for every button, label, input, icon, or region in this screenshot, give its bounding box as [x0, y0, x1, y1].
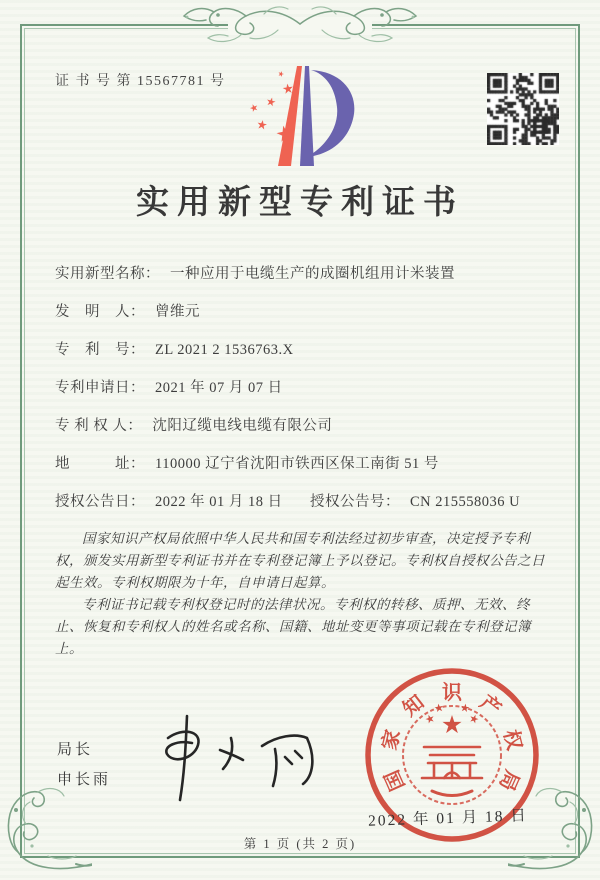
director-name: 申长雨	[57, 772, 112, 788]
seal-national-emblem	[403, 703, 501, 804]
legal-paragraph-2: 专利证书记载专利权登记时的法律状况。专利权的转移、质押、无效、终止、恢复和专利权人的姓名或名称、国籍、地址变更等事项记载在专利登记簿上。	[55, 597, 531, 656]
director-title: 局长	[57, 742, 94, 758]
field-value: 2022 年 01 月 18 日	[155, 494, 283, 510]
svg-text:产: 产	[475, 691, 505, 721]
svg-text:识: 识	[442, 682, 462, 704]
logo-blue-bowl	[307, 70, 354, 157]
field-row-inventor	[55, 300, 562, 338]
field-label: 实用新型名称：	[55, 266, 160, 282]
field-label: 授权公告日：	[55, 494, 145, 510]
logo-red-wedge	[278, 66, 302, 166]
field-value: ZL 2021 2 1536763.X	[155, 342, 294, 358]
corner-flourish-left	[2, 786, 92, 874]
field-row-grant	[55, 490, 562, 528]
field-row-patent-no	[55, 338, 562, 376]
field-label: 专 利 权 人：	[55, 418, 143, 434]
legal-text	[55, 528, 552, 660]
svg-text:权: 权	[499, 727, 526, 753]
svg-text:知: 知	[399, 691, 429, 721]
field-label: 发 明 人：	[55, 304, 145, 320]
svg-text:国: 国	[381, 766, 410, 794]
field-label: 专 利 号：	[55, 342, 145, 358]
field-row-address	[55, 452, 562, 490]
seal-date: 2022 年 01 月 18 日	[367, 807, 529, 830]
cnipa-logo	[233, 62, 371, 180]
field-label: 地 址：	[55, 456, 145, 472]
svg-text:家: 家	[378, 727, 405, 753]
qr-code-image	[487, 73, 559, 145]
field-row-patentee	[55, 414, 562, 452]
top-border-ornament	[170, 0, 430, 52]
svg-text:局: 局	[494, 766, 523, 794]
signature-handwriting	[135, 708, 330, 808]
legal-paragraph-1: 国家知识产权局依照中华人民共和国专利法经过初步审查，决定授予专利权，颁发实用新型专利证书并在专利登记簿上予以登记。专利权自授权公告之日起生效。专利权期限为十年，自申请日起算。	[55, 531, 545, 590]
field-value: 110000 辽宁省沈阳市铁西区保工南街 51 号	[155, 456, 439, 472]
field-row-filing-date	[55, 376, 562, 414]
field-list	[55, 262, 562, 528]
field-value: 曾维元	[155, 304, 200, 320]
field-pair-grant-no	[310, 490, 520, 511]
field-label: 授权公告号：	[310, 494, 400, 510]
page-footer: 第 1 页 (共 2 页)	[243, 837, 357, 851]
field-value: 沈阳辽缆电线电缆有限公司	[152, 418, 333, 434]
field-row-name	[55, 262, 562, 300]
certificate-number: 证 书 号 第 15567781 号	[55, 74, 226, 89]
field-value: CN 215558036 U	[410, 494, 521, 510]
field-value: 2021 年 07 月 07 日	[155, 380, 283, 396]
field-label: 专利申请日：	[55, 380, 145, 396]
logo-blue-bar	[300, 66, 314, 166]
certificate-title: 实用新型专利证书	[136, 185, 464, 221]
field-value: 一种应用于电缆生产的成圈机组用计米装置	[170, 266, 455, 282]
